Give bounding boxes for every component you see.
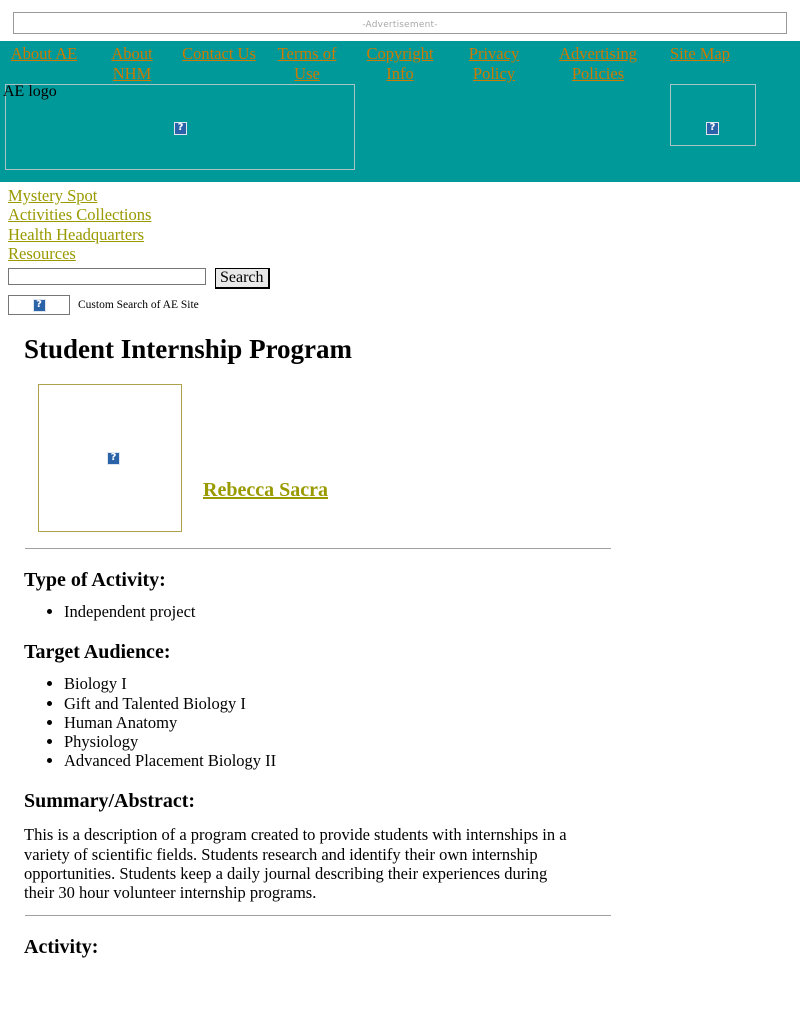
- site-header: [0, 41, 800, 182]
- nav-link-advertising-policies[interactable]: Advertising Policies: [559, 44, 637, 83]
- section-heading-target-audience: Target Audience:: [24, 641, 171, 664]
- author-block: [24, 384, 800, 536]
- author-photo[interactable]: [38, 384, 182, 532]
- nav-item-privacy-policy[interactable]: [448, 44, 540, 84]
- advertisement-banner: [0, 0, 800, 41]
- nav-item-copyright-info[interactable]: [352, 44, 448, 84]
- logo-row: [0, 84, 800, 172]
- section-link-resources[interactable]: Resources: [8, 243, 76, 263]
- nav-item-advertising-policies[interactable]: [540, 44, 656, 84]
- custom-search-label: Custom Search of AE Site: [78, 299, 199, 312]
- search-row: [0, 263, 800, 289]
- summary-abstract-paragraph: This is a description of a program created to provide students with internships in a variety of scientific fields. Students research and identify their own internship opportunities. Students keep a daily journal describing their experiences during their 30 hour volunteer internship programs.: [24, 825, 567, 903]
- main-content: [0, 333, 800, 958]
- nav-link-about-nhm[interactable]: About NHM: [111, 44, 153, 83]
- list-item: • Advanced Placement Biology II: [64, 751, 800, 770]
- nav-link-about-ae[interactable]: About AE: [10, 44, 78, 63]
- nav-link-privacy-policy[interactable]: Privacy Policy: [468, 44, 520, 83]
- section-links: [0, 182, 800, 263]
- broken-image-icon: [107, 452, 120, 465]
- list-item: • Human Anatomy: [64, 713, 800, 732]
- site-logo-alt-text: AE logo: [3, 83, 57, 100]
- section-link-health-headquarters[interactable]: Health Headquarters: [8, 224, 145, 244]
- nav-link-terms-of-use[interactable]: Terms of Use: [277, 44, 337, 83]
- list-item: • Gift and Talented Biology I: [64, 694, 800, 713]
- section-heading-type-of-activity: Type of Activity:: [24, 569, 166, 592]
- section-heading-activity: Activity:: [24, 935, 99, 958]
- advertisement-label: -Advertisement-: [362, 20, 438, 30]
- nav-link-copyright-info[interactable]: Copyright Info: [366, 44, 434, 83]
- custom-search-logo[interactable]: [8, 295, 70, 315]
- nav-link-site-map[interactable]: Site Map: [669, 44, 731, 63]
- nav-link-contact-us[interactable]: Contact Us: [182, 44, 256, 63]
- advertisement-box: [13, 12, 787, 34]
- search-input[interactable]: [8, 268, 206, 285]
- target-audience-list: [24, 674, 800, 770]
- broken-image-icon: [174, 122, 187, 135]
- nav-item-contact-us[interactable]: [176, 44, 262, 84]
- section-link-mystery-spot[interactable]: Mystery Spot: [8, 186, 98, 205]
- nav-item-about-nhm[interactable]: [88, 44, 176, 84]
- section-heading-summary-abstract: Summary/Abstract:: [24, 790, 196, 813]
- nav-item-terms-of-use[interactable]: [262, 44, 352, 84]
- broken-image-icon: [706, 122, 719, 135]
- top-navigation: [0, 41, 800, 84]
- custom-search-row: [0, 289, 800, 315]
- search-button[interactable]: Search: [215, 268, 270, 289]
- section-divider: [25, 548, 611, 549]
- section-link-activities-collections[interactable]: Activities Collections: [8, 205, 152, 225]
- header-banner-image[interactable]: [670, 84, 756, 146]
- list-item: • Physiology: [64, 732, 800, 751]
- broken-image-icon: [33, 299, 46, 312]
- author-name-link[interactable]: Rebecca Sacra: [203, 479, 328, 502]
- list-item: • Biology I: [64, 674, 800, 693]
- page-title: Student Internship Program: [24, 334, 353, 365]
- section-divider: [25, 915, 611, 916]
- nav-item-site-map[interactable]: [656, 44, 744, 84]
- type-of-activity-list: [24, 602, 800, 621]
- list-item: • Independent project: [64, 602, 800, 621]
- nav-item-about-ae[interactable]: [0, 44, 88, 84]
